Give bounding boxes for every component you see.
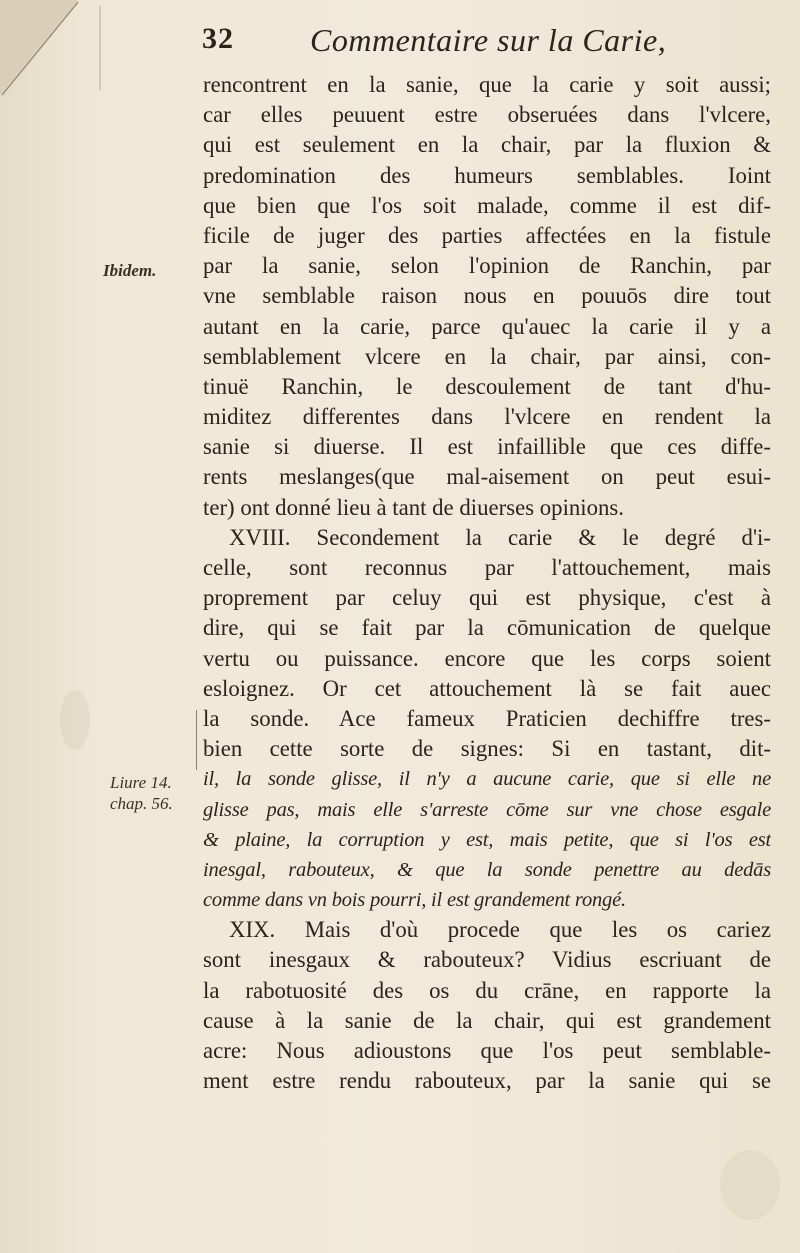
quote-line: glisse pas, mais elle s'arreste cōme sur vne chose esgale bbox=[203, 798, 771, 821]
text-line: autant en la carie, parce qu'auec la carie il y a bbox=[203, 313, 771, 339]
text-line: acre: Nous adioustons que l'os peut semblable- bbox=[203, 1038, 771, 1063]
margin-rule bbox=[196, 70, 197, 1170]
quote-line: il, la sonde glisse, il n'y a aucune carie, que si elle ne bbox=[203, 768, 771, 791]
text-line: vne semblable raison nous en pouuōs dire tout bbox=[203, 283, 771, 309]
paper-stain bbox=[720, 1150, 780, 1220]
text-line: predomination des humeurs semblables. Ioint bbox=[203, 162, 771, 188]
text-line: dire, qui se fait par la cōmunication de quelque bbox=[203, 615, 771, 641]
text-line: bien cette sorte de signes: Si en tastant, dit- bbox=[203, 736, 771, 762]
quote-line: & plaine, la corruption y est, mais petite, que si l'os est bbox=[203, 828, 771, 851]
text-line: qui est seulement en la chair, par la fluxion & bbox=[203, 132, 771, 158]
section-heading-xviii: XVIII. Secondement la carie & le degré d'i- bbox=[229, 524, 771, 550]
page-number: 32 bbox=[202, 22, 234, 55]
text-line: proprement par celuy qui est physique, c'est à bbox=[203, 585, 771, 611]
running-title: Commentaire sur la Carie, bbox=[310, 22, 667, 58]
body-text bbox=[203, 70, 771, 1096]
text-line: que bien que l'os soit malade, comme il est dif- bbox=[203, 192, 771, 218]
paper-stain bbox=[60, 690, 90, 750]
margin-note-livre-line: Liure 14. bbox=[110, 773, 172, 792]
text-line: ter) ont donné lieu à tant de diuerses opinions. bbox=[203, 494, 625, 520]
page-header bbox=[202, 22, 762, 66]
text-line: la rabotuosité des os du crāne, en rapporte la bbox=[203, 977, 771, 1003]
text-line: sont inesgaux & rabouteux? Vidius escriuant de bbox=[203, 947, 771, 973]
text-line: sanie si diuerse. Il est infaillible que ces diffe- bbox=[203, 434, 771, 460]
text-line: semblablement vlcere en la chair, par ainsi, con- bbox=[203, 343, 771, 369]
text-line: la sonde. Ace fameux Praticien dechiffre tres- bbox=[203, 705, 771, 731]
margin-note-livre bbox=[110, 772, 173, 814]
text-line: par la sanie, selon l'opinion de Ranchin, par bbox=[203, 253, 771, 279]
text-line: vertu ou puissance. encore que les corps soient bbox=[203, 645, 771, 671]
text-line: car elles peuuent estre obseruées dans l'vlcere, bbox=[203, 102, 771, 128]
text-line: miditez differentes dans l'vlcere en rendent la bbox=[203, 404, 771, 430]
quote-line: comme dans vn bois pourri, il est grandement rongé. bbox=[203, 889, 626, 912]
text-line: esloignez. Or cet attouchement là se fait auec bbox=[203, 675, 771, 701]
page-corner-fold bbox=[0, 0, 110, 100]
quote-line: inesgal, rabouteux, & que la sonde penettre au dedās bbox=[203, 858, 771, 881]
text-line: ment estre rendu rabouteux, par la sanie qui se bbox=[203, 1068, 771, 1094]
margin-note-chap-line: chap. 56. bbox=[110, 794, 173, 813]
text-line: cause à la sanie de la chair, qui est grandement bbox=[203, 1007, 771, 1033]
text-line: ficile de juger des parties affectées en la fistule bbox=[203, 222, 771, 248]
text-line: celle, sont reconnus par l'attouchement, mais bbox=[203, 555, 771, 580]
text-line: rents meslanges(que mal-aisement on peut esui- bbox=[203, 464, 771, 490]
text-line: rencontrent en la sanie, que la carie y soit aussi; bbox=[203, 72, 771, 97]
margin-note-ibidem: Ibidem. bbox=[103, 261, 157, 280]
text-line: tinuë Ranchin, le descoulement de tant d'hu- bbox=[203, 373, 771, 399]
section-heading-xix: XIX. Mais d'où procede que les os cariez bbox=[229, 917, 771, 943]
